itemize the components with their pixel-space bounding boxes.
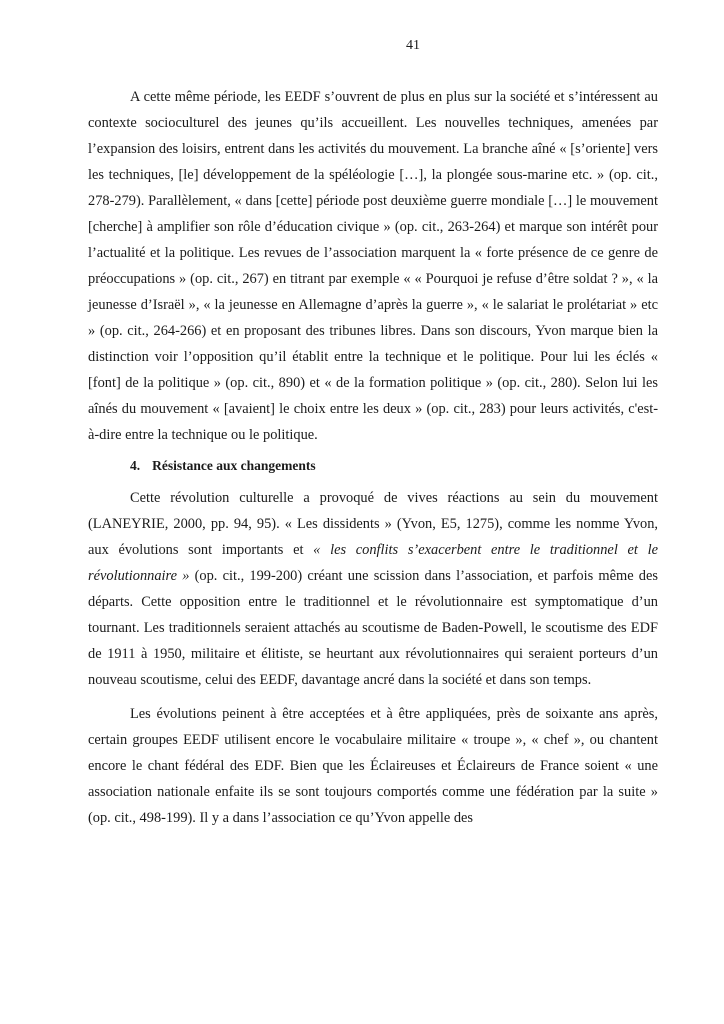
- paragraph: [88, 701, 658, 831]
- page-number: 41: [406, 38, 420, 53]
- paragraph-italic-segment: « les conflits s’exacerbent entre le traditionnel et le révolutionnaire »: [88, 542, 658, 584]
- section-heading-number: 4.: [130, 458, 141, 473]
- document-body: [88, 84, 658, 839]
- paragraph-text-segment: Les évolutions peinent à être acceptées et à être appliquées, près de soixante ans après, certain groupes EEDF utilisent encore le vocabulaire militaire « troupe », « chef », ou chantent encore le chant fédéral des EDF. Bien que les Éclaireuses et Éclaireurs de France soient « une association nationale enfaite ils se sont toujours comportés comme une fédération par la suite » (op. cit., 498-199). Il y a dans l’association ce qu’Yvon appelle des: [88, 706, 658, 826]
- paragraph-text-segment: Cette révolution culturelle a provoqué de vives réactions au sein du mouvement (LANEYRIE, 2000, pp. 94, 95). « Les dissidents » (Yvon, E5, 1275), comme les nomme Yvon, aux évolutions sont importants et: [88, 490, 658, 558]
- paragraph: [88, 485, 658, 693]
- paragraph: [88, 84, 658, 448]
- paragraph-text-segment: (op. cit., 199-200) créant une scission dans l’association, et parfois même des départs. Cette opposition entre le traditionnel et le révolutionnaire est symptomatique d’un tournant. Les traditionnels seraient attachés au scoutisme de Baden-Powell, le scoutisme des EDF de 1911 à 1950, militaire et élitiste, se heurtant aux révolutionnaires qui seraient porteurs d’un nouveau scoutisme, celui des EEDF, davantage ancré dans la société et dans son temps.: [88, 568, 658, 688]
- section-heading: [88, 456, 658, 476]
- section-heading-label: Résistance aux changements: [152, 458, 316, 473]
- paragraph-text-segment: A cette même période, les EEDF s’ouvrent de plus en plus sur la société et s’intéressent au contexte socioculturel des jeunes qu’ils accueillent. Les nouvelles techniques, amenées par l’expansion des loisirs, entrent dans les activités du mouvement. La branche aîné « [s’oriente] vers les techniques, [le] développement de la spéléologie […], la plongée sous-marine etc. » (op. cit., 278-279). Parallèlement, « dans [cette] période post deuxième guerre mondiale […] le mouvement [cherche] à amplifier son rôle d’éducation civique » (op. cit., 263-264) et marque son intérêt pour l’actualité et la politique. Les revues de l’association marquent la « forte présence de ce genre de préoccupations » (op. cit., 267) en titrant par exemple « « Pourquoi je refuse d’être soldat ? », « la jeunesse d’Israël », « la jeunesse en Allemagne d’après la guerre », « le salariat le prolétariat » etc » (op. cit., 264-266) et en proposant des tribunes libres. Dans son discours, Yvon marque bien la distinction voir l’opposition qu’il établit entre la technique et le politique. Pour lui les éclés « [font] de la politique » (op. cit., 890) et « de la formation politique » (op. cit., 280). Selon lui les aînés du mouvement « [avaient] le choix entre les deux » (op. cit., 283) pour leurs activités, c'est-à-dire entre la technique ou le politique.: [88, 89, 658, 443]
